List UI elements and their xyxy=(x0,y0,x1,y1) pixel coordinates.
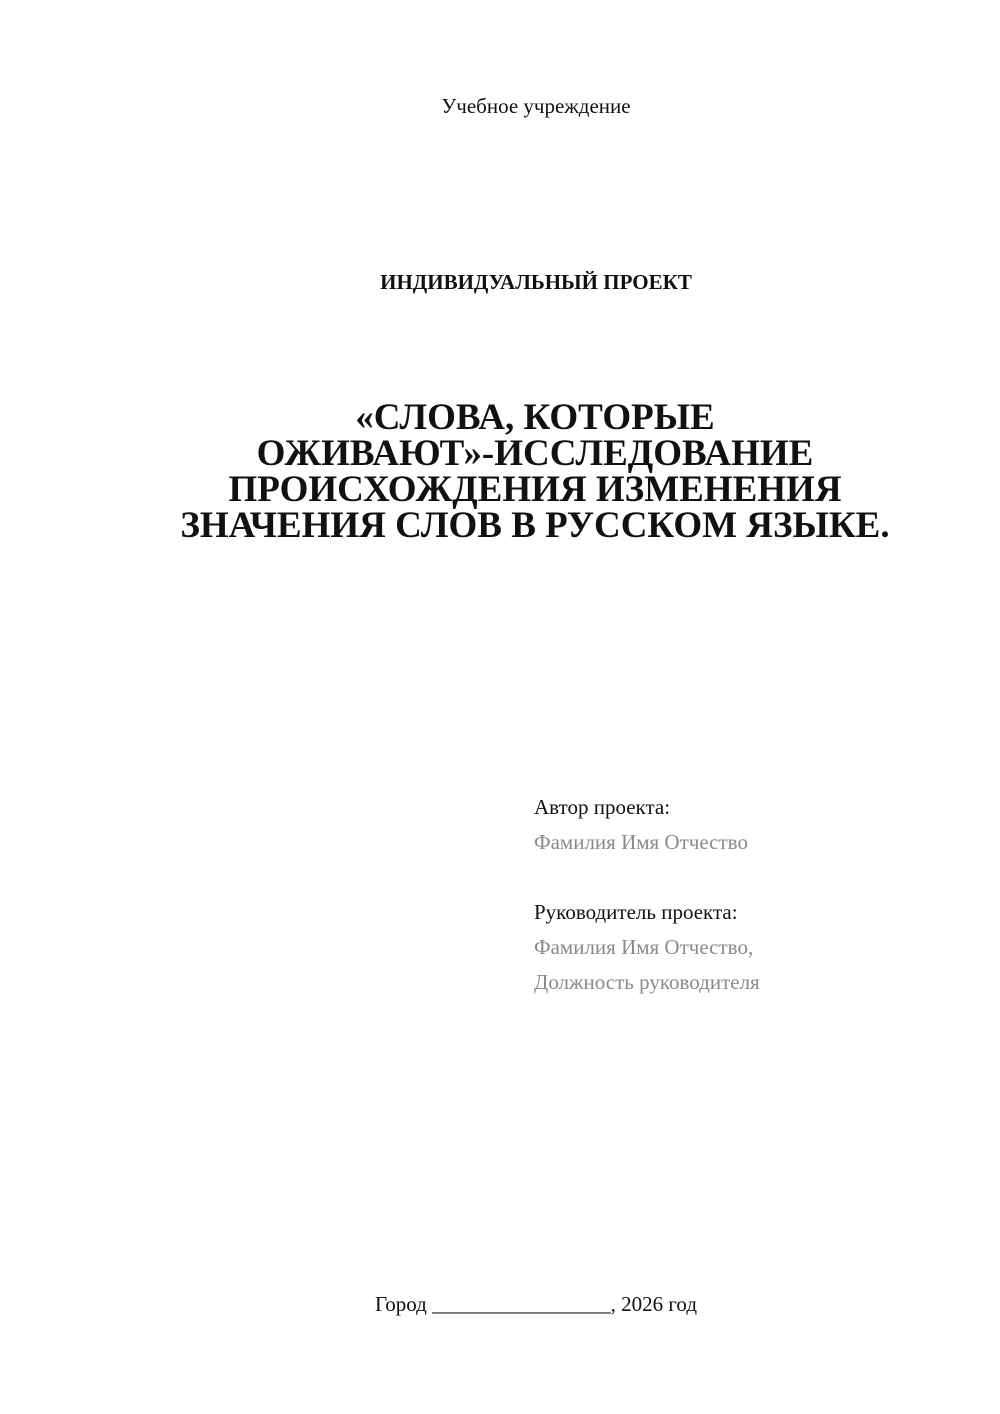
document-title xyxy=(150,397,920,546)
institution-name: Учебное учреждение xyxy=(441,94,631,118)
title-line: ЗНАЧЕНИЯ СЛОВ В РУССКОМ ЯЗЫКЕ. xyxy=(180,505,890,546)
document-type: ИНДИВИДУАЛЬНЫЙ ПРОЕКТ xyxy=(380,270,692,294)
title-line: ОЖИВАЮТ»-ИССЛЕДОВАНИЕ xyxy=(256,433,814,474)
supervisor-position: Должность руководителя xyxy=(534,970,760,994)
author-name: Фамилия Имя Отчество xyxy=(534,830,748,854)
city-year-line: Город _________________, 2026 год xyxy=(374,1292,698,1316)
supervisor-label: Руководитель проекта: xyxy=(534,900,738,924)
authors-block xyxy=(534,790,974,1000)
author-label: Автор проекта: xyxy=(534,795,671,819)
spacer xyxy=(534,860,974,895)
supervisor-name: Фамилия Имя Отчество, xyxy=(534,935,754,959)
title-line: «СЛОВА, КОТОРЫЕ xyxy=(355,397,715,438)
title-line: ПРОИСХОЖДЕНИЯ ИЗМЕНЕНИЯ xyxy=(228,469,842,510)
